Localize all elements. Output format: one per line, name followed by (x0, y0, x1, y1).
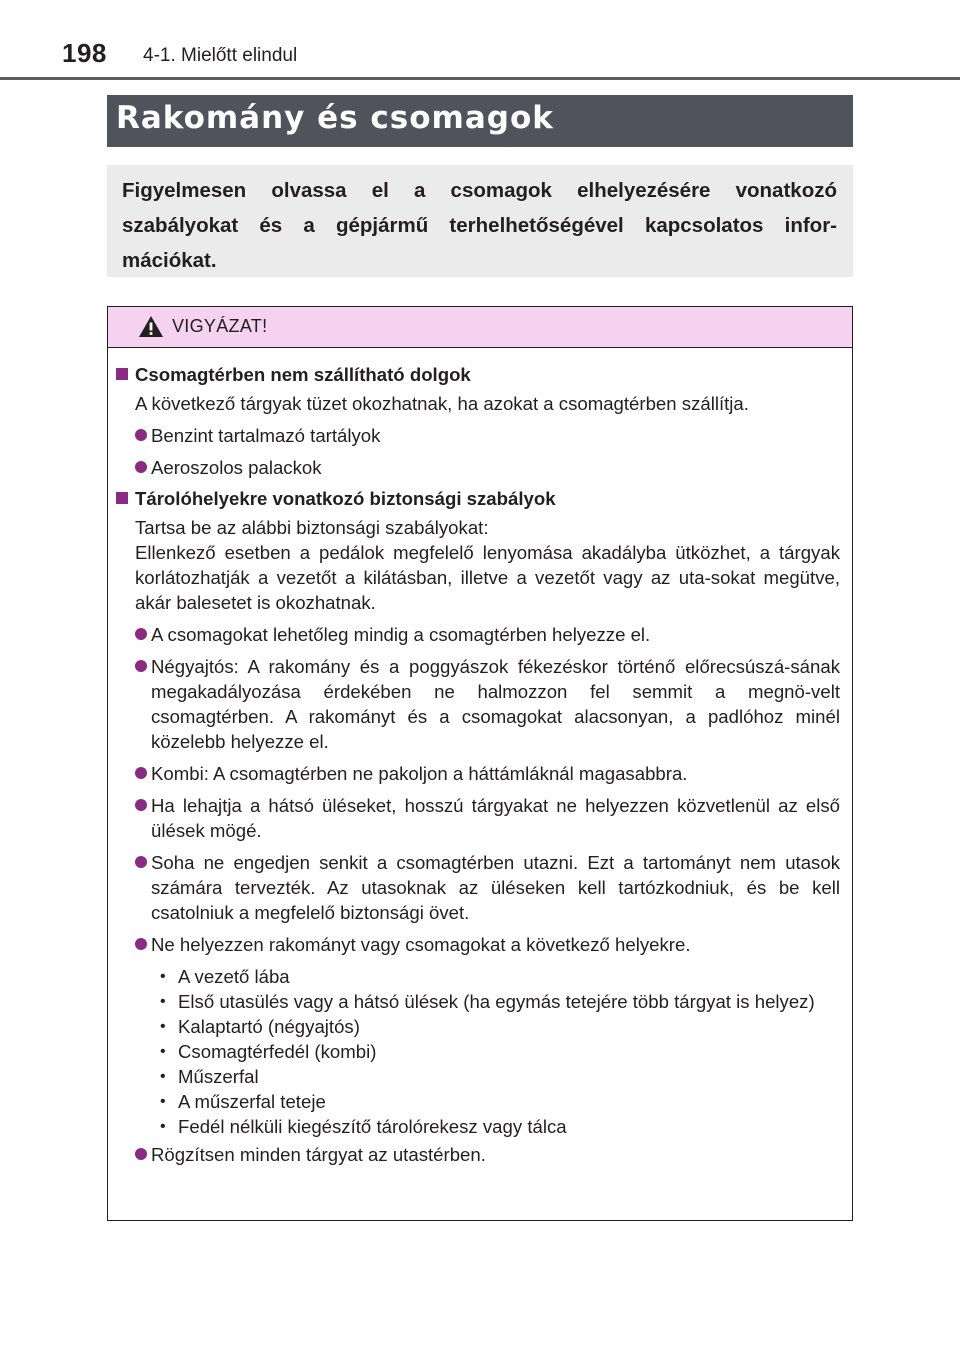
list-item: A csomagokat lehetőleg mindig a csomagtérben helyezze el. (115, 622, 840, 647)
list-item: Soha ne engedjen senkit a csomagtérben utazni. Ezt a tartományt nem utasok számára tervezték. Az utasoknak az üléseken kell tartózkodniuk, és be kell csatolniuk a megfelelő biztonsági övet. (115, 850, 840, 925)
page-title: Rakomány és csomagok (116, 100, 554, 136)
intro-box (107, 165, 853, 277)
warning-label: VIGYÁZAT! (172, 316, 268, 336)
square-bullet-icon (116, 368, 128, 380)
round-bullet-icon (135, 856, 147, 868)
round-bullet-icon (135, 767, 147, 779)
sub-list-item: • Csomagtérfedél (kombi) (160, 1041, 377, 1062)
warning-header (108, 307, 852, 348)
list-item: Ne helyezzen rakományt vagy csomagokat a következő helyekre. (115, 932, 840, 957)
round-bullet-icon (135, 799, 147, 811)
warning-body (108, 362, 852, 1167)
section-heading-text: Csomagtérben nem szállítható dolgok (135, 364, 471, 385)
sub-list-item: • Első utasülés vagy a hátsó ülések (ha egymás tetejére több tárgyat is helyez) (160, 991, 815, 1012)
warning-box (107, 306, 853, 1221)
section-label: 4-1. Mielőtt elindul (143, 45, 298, 66)
list-item: Aeroszolos palackok (115, 455, 840, 480)
title-bar (107, 95, 853, 147)
round-bullet-icon (135, 628, 147, 640)
list-item: Rögzítsen minden tárgyat az utastérben. (115, 1142, 840, 1167)
paragraph: Ellenkező esetben a pedálok megfelelő lenyomása akadályba ütközhet, a tárgyak korlátozhatják a vezetőt a kilátásban, illetve a vezetőt vagy az uta-sokat megütve, akár balesetet is okozhatnak. (135, 542, 840, 613)
page-number: 198 (62, 38, 107, 68)
list-item: Ha lehajtja a hátsó üléseket, hosszú tárgyakat ne helyezzen közvetlenül az első ülések mögé. (115, 793, 840, 843)
list-item: Benzint tartalmazó tartályok (115, 423, 840, 448)
intro-text: Figyelmesen olvassa el a csomagok elhelyezésére vonatkozó szabályokat és a gépjármű terhelhetőségével kapcsolatos infor-mációkat. (122, 179, 837, 272)
sub-list-item: • A vezető lába (160, 966, 290, 987)
round-bullet-icon (135, 429, 147, 441)
square-bullet-icon (116, 492, 128, 504)
sub-list-item: • Kalaptartó (négyajtós) (160, 1016, 360, 1037)
section-heading (115, 362, 840, 387)
paragraph: Tartsa be az alábbi biztonsági szabályokat: (135, 517, 489, 538)
round-bullet-icon (135, 938, 147, 950)
sub-list-item: • Fedél nélküli kiegészítő tárolórekesz vagy tálca (160, 1116, 567, 1137)
section-heading-text: Tárolóhelyekre vonatkozó biztonsági szabályok (135, 488, 556, 509)
sub-list-item: • Műszerfal (160, 1066, 259, 1087)
section-heading (115, 486, 840, 511)
header-rule (0, 77, 960, 80)
paragraph: A következő tárgyak tüzet okozhatnak, ha azokat a csomagtérben szállítja. (135, 393, 749, 414)
list-item: Négyajtós: A rakomány és a poggyászok fékezéskor történő előrecsúszá-sának megakadályozása érdekében ne halmozzon fel semmit a megnö-velt csomagtérben. A rakományt és a csomagokat alacsonyan, a padlóhoz minél közelebb helyezze el. (115, 654, 840, 754)
round-bullet-icon (135, 660, 147, 672)
warning-triangle-icon (138, 315, 164, 338)
sub-list-item: • A műszerfal teteje (160, 1091, 326, 1112)
round-bullet-icon (135, 1148, 147, 1160)
list-item: Kombi: A csomagtérben ne pakoljon a háttámláknál magasabbra. (115, 761, 840, 786)
round-bullet-icon (135, 461, 147, 473)
